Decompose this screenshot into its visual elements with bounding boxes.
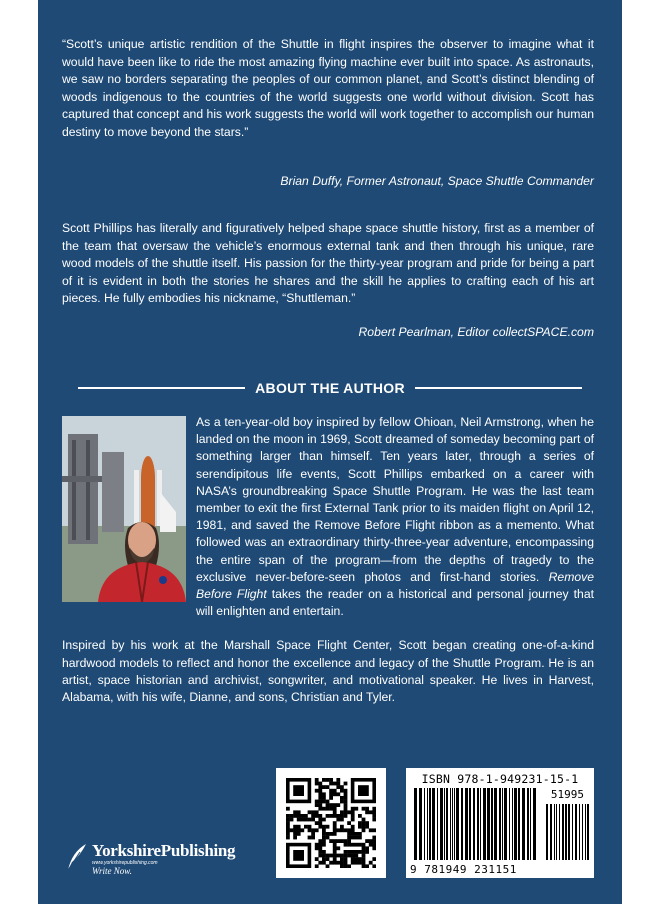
heading-rule-right: [415, 387, 582, 389]
bio-text-part1: As a ten-year-old boy inspired by fellow Ohioan, Neil Armstrong, when he landed on the moon in 1969, Scott dreamed of someday becoming part of something larger than himself. Ten years later, through a series of serendipitous life events, Scott Phillips embarked on a career with NASA’s groundbreaking Space Shuttle Program. He was the last team member to exit the first External Tank prior to its maiden flight on April 12, 1981, and saved the Remove Before Flight ribbon as a memento. What followed was an extraordinary thirty-three-year adventure, encompassing the entire span of the program—from the depths of tragedy to the exclusive never-before-seen photos and first-hand stories.: [196, 415, 594, 584]
publisher-logo: [66, 842, 235, 882]
author-photo: [62, 416, 186, 602]
about-author-heading: [78, 378, 582, 398]
about-author-title: ABOUT THE AUTHOR: [255, 380, 405, 396]
quote-duffy: “Scott’s unique artistic rendition of the Shuttle in flight inspires the observer to imagine what it would have been like to ride the most amazing flying machine ever built into space. As astronauts, we saw no borders separating the peoples of our common planet, and Scott’s distinct blending of woods indigenous to the countries of the world suggests one world without division. Scott has captured that concept and his work suggests the world will work together to accomplish our human destiny to move beyond the stars.”: [62, 37, 594, 139]
quote-duffy-attribution: Brian Duffy, Former Astronaut, Space Shuttle Commander: [280, 174, 594, 188]
qr-code-image: [286, 778, 376, 868]
bio-text-part2: takes the reader on a historical and personal journey that will enlighten and entertain.: [196, 587, 594, 619]
isbn-barcode: [406, 768, 594, 878]
barcode-bars: [406, 768, 594, 878]
quote-pearlman: Scott Phillips has literally and figuratively helped shape space shuttle history, first as a member of the team that oversaw the vehicle’s enormous external tank and then through his unique, rare wood models of the shuttle itself. His passion for the thirty-year program and pride for being a part of it is evident in both the stories he shares and the skill he applies to crafting each of his art pieces. He fully embodies his nickname, “Shuttleman.”: [62, 221, 594, 306]
heading-rule-left: [78, 387, 245, 389]
quill-icon: [66, 842, 88, 872]
isbn-digits: 9 781949 231151: [410, 863, 517, 876]
qr-code: [276, 768, 386, 878]
quote-pearlman-attribution: Robert Pearlman, Editor collectSPACE.com: [358, 325, 594, 339]
isbn-label: ISBN 978-1-949231-15-1: [421, 772, 579, 786]
author-bio: [62, 414, 594, 706]
back-cover: [38, 0, 622, 904]
bio-paragraph-2: Inspired by his work at the Marshall Space Flight Center, Scott began creating one-of-a-kind hardwood models to reflect and honor the excellence and legacy of the Shuttle Program. He is an artist, space historian and archivist, songwriter, and motivational speaker. He lives in Harvest, Alabama, with his wife, Dianne, and sons, Christian and Tyler.: [62, 638, 594, 705]
publisher-name: YorkshirePublishing: [92, 841, 236, 860]
publisher-url: www.yorkshirepublishing.com: [92, 860, 158, 866]
price-code: 51995: [550, 788, 584, 801]
publisher-tagline: Write Now.: [92, 866, 132, 876]
book-title: Remove Before Flight: [196, 569, 595, 602]
